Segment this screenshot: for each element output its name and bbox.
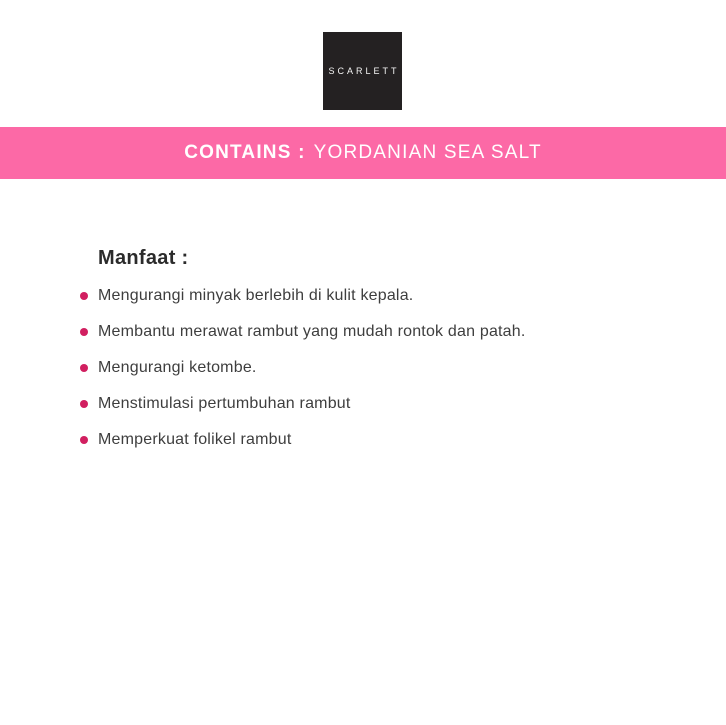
brand-logo	[323, 32, 402, 110]
benefit-text: Memperkuat folikel rambut	[98, 431, 292, 448]
benefit-list	[80, 286, 660, 450]
bullet-dot-icon	[80, 328, 88, 336]
list-item	[80, 394, 660, 414]
list-item	[80, 358, 660, 378]
bullet-dot-icon	[80, 436, 88, 444]
benefit-text: Mengurangi minyak berlebih di kulit kepala.	[98, 287, 414, 304]
bullet-dot-icon	[80, 364, 88, 372]
benefit-text: Menstimulasi pertumbuhan rambut	[98, 395, 351, 412]
benefits-section	[80, 246, 660, 466]
list-item	[80, 322, 660, 342]
contains-banner	[0, 127, 726, 179]
contains-banner-value: YORDANIAN SEA SALT	[313, 142, 542, 163]
benefits-heading: Manfaat :	[98, 247, 189, 269]
benefit-text: Membantu merawat rambut yang mudah rontok dan patah.	[98, 323, 526, 340]
bullet-dot-icon	[80, 292, 88, 300]
list-item	[80, 430, 660, 450]
contains-banner-label: CONTAINS :	[184, 142, 306, 163]
brand-logo-text: SCARLETT	[328, 66, 400, 76]
benefit-text: Mengurangi ketombe.	[98, 359, 257, 376]
bullet-dot-icon	[80, 400, 88, 408]
list-item	[80, 286, 660, 306]
